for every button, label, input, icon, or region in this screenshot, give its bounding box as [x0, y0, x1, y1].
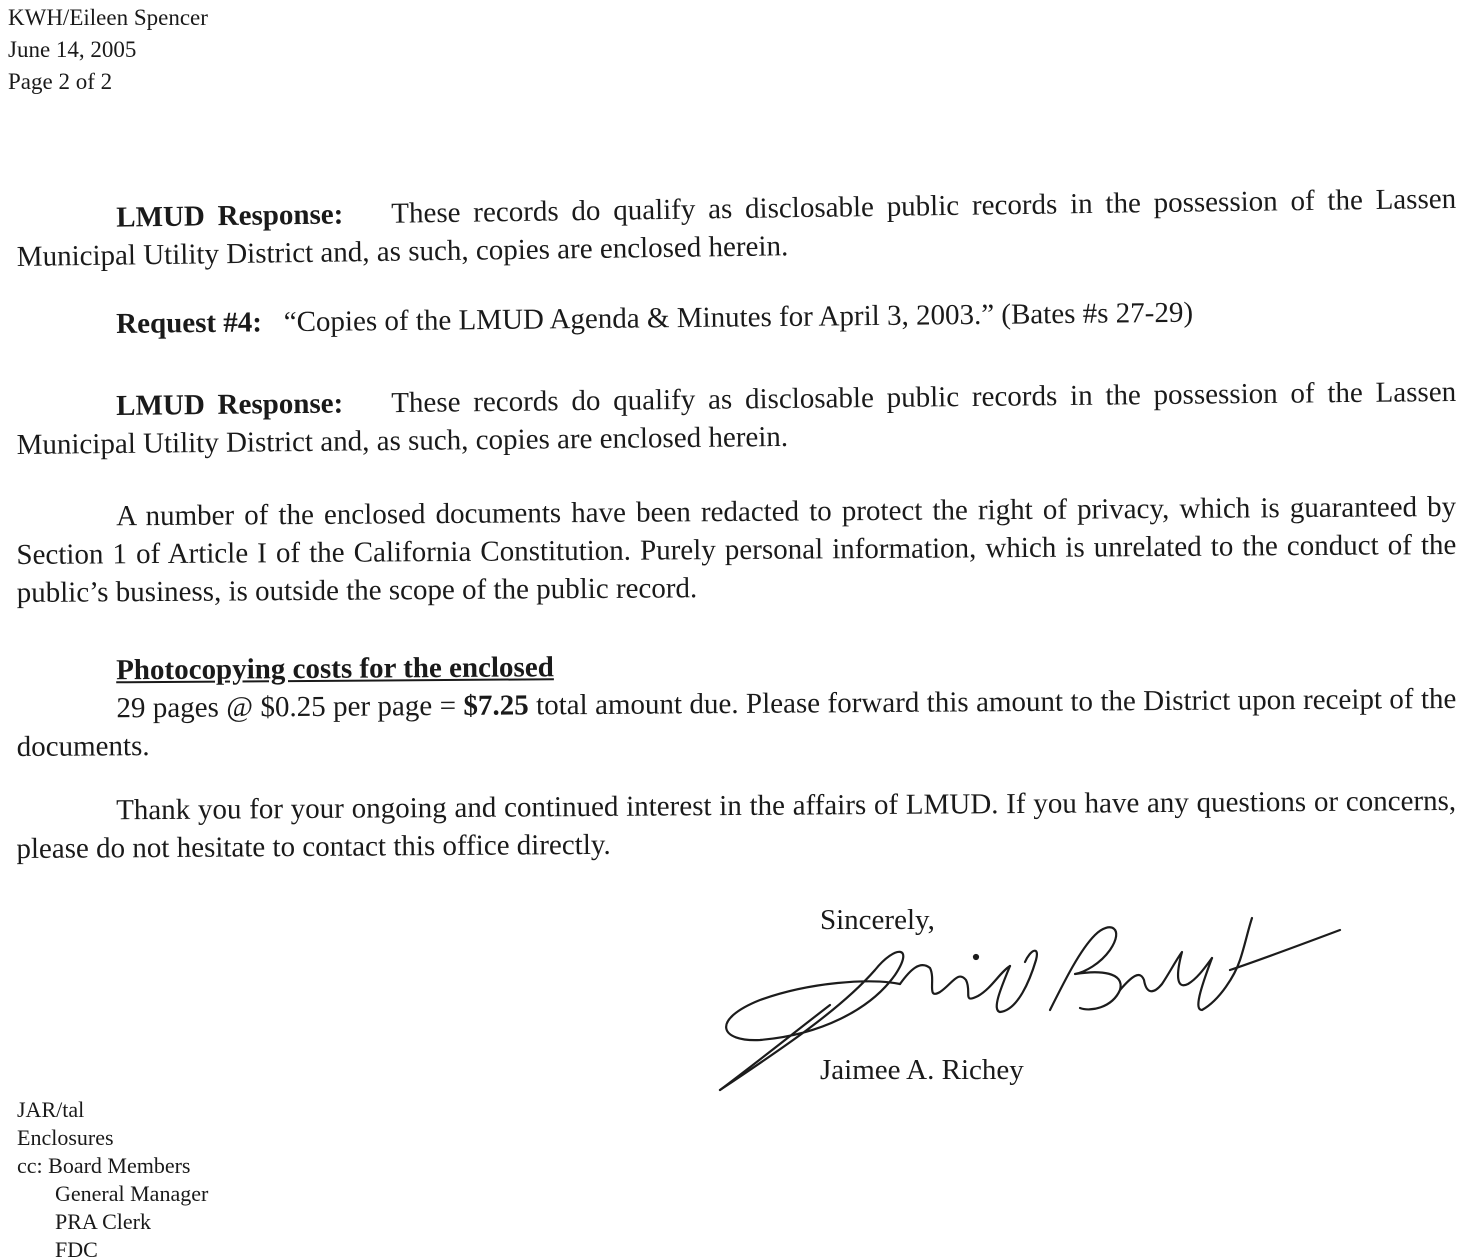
footer-enclosures: Enclosures: [17, 1125, 114, 1150]
footer-initials: JAR/tal: [17, 1097, 85, 1122]
response-3-paragraph: [16, 180, 1457, 276]
response-4-label: LMUD Response:: [116, 387, 344, 422]
cc-item: General Manager: [55, 1181, 209, 1206]
signer-name: Jaimee A. Richey: [820, 1054, 1024, 1086]
response-4-paragraph: [16, 373, 1457, 464]
privacy-paragraph: [16, 488, 1457, 612]
cc-item: FDC: [55, 1237, 98, 1260]
privacy-text: A number of the enclosed documents have been redacted to protect the right of privacy, which is guaranteed by Section 1 of Article I of the California Constitution. Purely personal information, which is unrelated to the conduct of the public’s business, is outside the scope of the public record.: [16, 490, 1457, 609]
photocopy-text-after: total amount due. Please forward this amount to the District upon receipt of the documents.: [16, 682, 1457, 763]
header-page-number: Page 2 of 2: [8, 69, 113, 94]
letter-footer: [17, 1096, 208, 1260]
request-4-text: “Copies of the LMUD Agenda & Minutes for April 3, 2003.” (Bates #s 27-29): [283, 296, 1194, 339]
photocopy-amount: $7.25: [463, 689, 529, 722]
closing-salutation: Sincerely,: [820, 904, 935, 936]
letter-header: [8, 2, 208, 98]
thanks-paragraph: [16, 782, 1456, 868]
request-4-paragraph: [16, 291, 1456, 344]
response-3-text: These records do qualify as disclosable public records in the possession of the Lassen Municipal Utility District and, as such, copies are enclosed herein.: [16, 182, 1457, 273]
thanks-text: Thank you for your ongoing and continued interest in the affairs of LMUD. If you have any questions or concerns, please do not hesitate to contact this office directly.: [16, 784, 1457, 865]
photocopy-section: [16, 642, 1457, 766]
response-3-label: LMUD Response:: [116, 198, 344, 234]
header-recipient: KWH/Eileen Spencer: [8, 5, 208, 30]
footer-cc: cc: Board Members: [17, 1153, 191, 1178]
header-date: June 14, 2005: [8, 37, 137, 62]
cc-item: PRA Clerk: [55, 1209, 151, 1234]
request-4-label: Request #4:: [116, 306, 263, 340]
response-4-text: These records do qualify as disclosable public records in the possession of the Lassen Municipal Utility District and, as such, copies are enclosed herein.: [16, 375, 1457, 461]
handwritten-signature: [700, 900, 1360, 1110]
photocopy-text-before: 29 pages @ $0.25 per page =: [116, 689, 464, 725]
photocopy-heading: Photocopying costs for the enclosed: [116, 651, 554, 687]
